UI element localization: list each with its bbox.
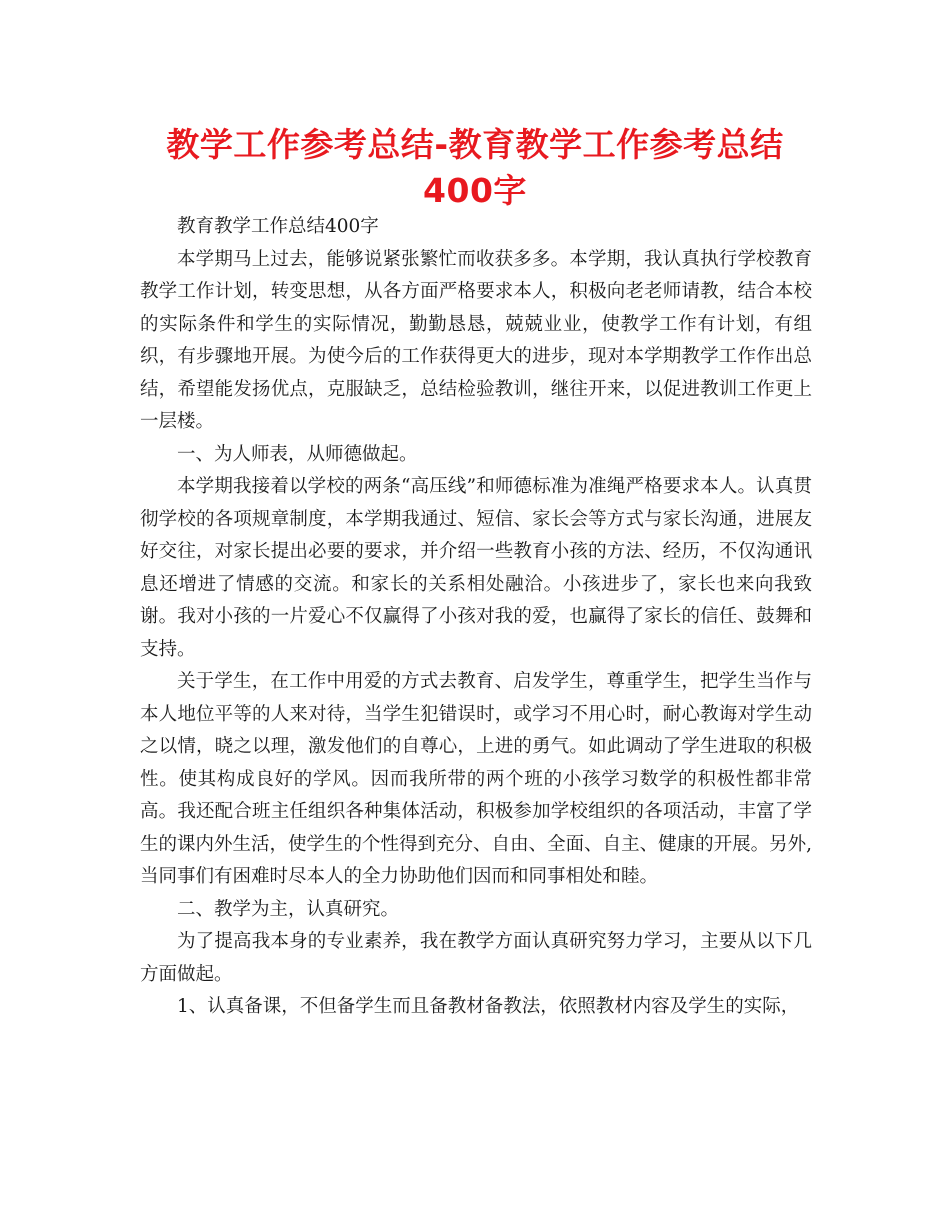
document-title: 教学工作参考总结-教育教学工作参考总结400字 bbox=[166, 125, 784, 210]
paragraph: 为了提高我本身的专业素养，我在教学方面认真研究努力学习，主要从以下几方面做起。 bbox=[140, 931, 812, 985]
section-heading-2: 二、教学为主，认真研究。 bbox=[177, 898, 400, 920]
paragraph: 1、认真备课，不但备学生而且备教材备教法，依照教材内容及学生的实际， bbox=[177, 996, 800, 1017]
paragraph: 本学期我接着以学校的两条“高压线”和师德标准为准绳严格要求本人。认真贯彻学校的各项规章制度，本学期我通过、短信、家长会等方式与家长沟通，进展友好交往，对家长提出必要的要求，并介绍一些教育小孩的方法、经历，不仅沟通讯息还增进了情感的交流。和家长的关系相处融洽。小孩进步了，家长也来向我致谢。我对小孩的一片爱心不仅赢得了小孩对我的爱，也赢得了家长的信任、鼓舞和支持。 bbox=[140, 476, 812, 660]
paragraph-subtitle: 教育教学工作总结400字 bbox=[177, 216, 379, 237]
paragraph: 本学期马上过去，能够说紧张繁忙而收获多多。本学期，我认真执行学校教育教学工作计划，转变思想，从各方面严格要求本人，积极向老老师请教，结合本校的实际条件和学生的实际情况，勤勤恳恳，兢兢业业，使教学工作有计划，有组织，有步骤地开展。为使今后的工作获得更大的进步，现对本学期教学工作作出总结，希望能发扬优点，克服缺乏，总结检验教训，继往开来，以促进教训工作更上一层楼。 bbox=[140, 248, 812, 432]
document-body bbox=[140, 211, 812, 1024]
paragraph: 关于学生，在工作中用爱的方式去教育、启发学生，尊重学生，把学生当作与本人地位平等的人来对待，当学生犯错误时，或学习不用心时，耐心教诲对学生动之以情，晓之以理，激发他们的自尊心，上进的勇气。如此调动了学生进取的积极性。使其构成良好的学风。因而我所带的两个班的小孩学习数学的积极性都非常高。我还配合班主任组织各种集体活动，积极参加学校组织的各项活动，丰富了学生的课内外生活，使学生的个性得到充分、自由、全面、自主、健康的开展。另外,当同事们有困难时尽本人的全力协助他们因而和同事相处和睦。 bbox=[140, 671, 812, 887]
section-heading-1: 一、为人师表，从师德做起。 bbox=[177, 443, 418, 465]
